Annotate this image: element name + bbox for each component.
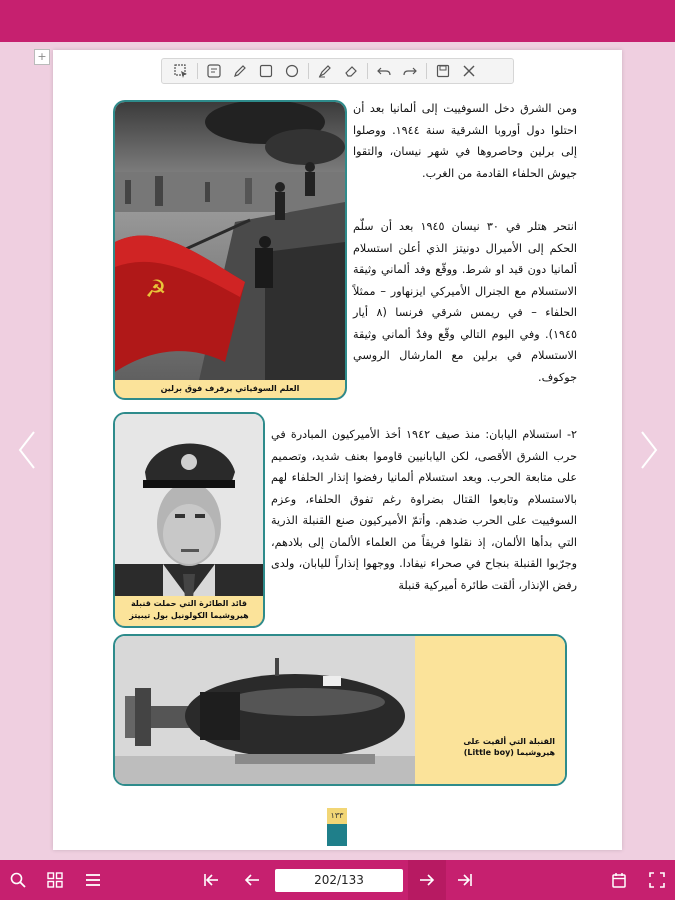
pilot-caption: قائد الطائرة التي حملت قنبلة هيروشيما الكولونيل بول تيبيتز: [115, 596, 263, 626]
berlin-flag-image: [115, 102, 345, 398]
undo-icon: [376, 63, 392, 79]
rectangle-tool-button[interactable]: [253, 59, 279, 83]
rectangle-icon: [258, 63, 274, 79]
highlighter-tool-button[interactable]: [312, 59, 338, 83]
top-bar: [0, 0, 675, 42]
ellipse-tool-button[interactable]: [279, 59, 305, 83]
pilot-portrait-image: [115, 414, 263, 626]
first-page-icon: [202, 871, 220, 889]
little-boy-bomb-image: [115, 636, 565, 784]
page-number: ١٣٣: [327, 808, 347, 824]
svg-text:☭: ☭: [145, 275, 167, 303]
save-icon: [435, 63, 451, 79]
redo-button[interactable]: [397, 59, 423, 83]
chevron-left-icon: [16, 430, 38, 470]
page-indicator-field[interactable]: 202/133: [275, 869, 403, 892]
redo-icon: [402, 63, 418, 79]
note-tool-button[interactable]: [201, 59, 227, 83]
previous-page-button[interactable]: [240, 868, 264, 892]
last-page-button[interactable]: [453, 868, 477, 892]
zoom-icon: [9, 871, 27, 889]
pen-tool-button[interactable]: [227, 59, 253, 83]
next-page-button[interactable]: [415, 868, 439, 892]
fullscreen-button[interactable]: [645, 868, 669, 892]
page-number-tab: [327, 824, 347, 846]
toolbar-divider: [308, 63, 309, 79]
zoom-button[interactable]: [6, 868, 30, 892]
highlighter-icon: [317, 63, 333, 79]
next-page-icon: [418, 871, 436, 889]
eraser-icon: [343, 63, 359, 79]
thumbnails-icon: [46, 871, 64, 889]
previous-page-side-arrow[interactable]: [16, 430, 38, 470]
prev-page-icon: [243, 871, 261, 889]
toolbar-divider: [197, 63, 198, 79]
ellipse-icon: [284, 63, 300, 79]
bomb-caption: [415, 736, 555, 758]
save-button[interactable]: [430, 59, 456, 83]
flag-photo: [113, 100, 347, 400]
select-icon: [173, 63, 189, 79]
toolbar-divider: [367, 63, 368, 79]
paragraph-hitler: انتحر هتلر في ٣٠ نيسان ١٩٤٥ بعد أن سلّم الحكم إلى الأميرال دونيتز الذي أعلن استسلام ألمانيا دون قيد او شرط. ووقّع وفد ألماني وثيقة الاستسلام مع الجنرال الأميركي ايزنهاور – ممثلاً الحلفاء – في ريمس شرقي فرنسا (٨ أيار ١٩٤٥). وفي اليوم التالي وقّع وفدٌ ألماني وثيقة الاستسلام في برلين مع المارشال الروسي جوكوف.: [353, 220, 578, 384]
next-page-side-arrow[interactable]: [638, 430, 660, 470]
menu-icon: [84, 871, 102, 889]
toolbar-divider: [426, 63, 427, 79]
close-toolbar-button[interactable]: [456, 59, 482, 83]
calendar-icon: [610, 871, 628, 889]
chevron-right-icon: [638, 430, 660, 470]
paragraph-soviets: ومن الشرق دخل السوفييت إلى ألمانيا بعد أن احتلوا دول أوروبا الشرقية سنة ١٩٤٤. ووصلوا إلى برلين وحاصروها في شهر نيسان، والتقوا جيوش الحلفاء القادمة من الغرب.: [353, 102, 577, 180]
page-number-marker: [327, 808, 347, 848]
book-page: [53, 50, 622, 850]
flag-caption: العلم السوفياتي يرفرف فوق برلين: [115, 380, 345, 398]
add-annotation-icon[interactable]: +: [34, 49, 50, 65]
fullscreen-icon: [648, 871, 666, 889]
thumbnails-button[interactable]: [43, 868, 67, 892]
bomb-caption-line1: القنبلة التي ألقيت على: [463, 737, 555, 746]
paragraph-japan: ٢- استسلام اليابان: منذ صيف ١٩٤٢ أخذ الأميركيون المبادرة في حرب الشرق الأقصى، لكن اليابانيين قاوموا بعنف شديد، وتصميم على متابعة الحرب. وبعد استسلام ألمانيا رفضوا إنذار الحلفاء لهم بالاستسلام وتابعوا القتال بضراوة رغم تفوق الحلفاء، وعزم السوفييت على الحرب ضدهم. وأتمّ الأميركيون صنع القنبلة الذرية التي بدأها الألمان، إذ نقلوا فريقاً من العلماء الألمان إلى بلادهم، وجرّبوا القنبلة بنجاح في صحراء نيفادا. ووجهوا إنذاراً لليابان، ولدى رفض الإنذار، ألقت طائرة أميركية قنبلة: [271, 428, 577, 592]
eraser-tool-button[interactable]: [338, 59, 364, 83]
calendar-button[interactable]: [607, 868, 631, 892]
last-page-icon: [456, 871, 474, 889]
first-page-button[interactable]: [199, 868, 223, 892]
annotation-toolbar: [161, 58, 514, 84]
select-tool-button[interactable]: [168, 59, 194, 83]
pilot-photo: [113, 412, 265, 628]
menu-button[interactable]: [81, 868, 105, 892]
bomb-caption-line2: هيروشيما (Little boy): [463, 748, 555, 757]
close-icon: [461, 63, 477, 79]
note-icon: [206, 63, 222, 79]
pen-icon: [232, 63, 248, 79]
undo-button[interactable]: [371, 59, 397, 83]
bomb-photo: [113, 634, 567, 786]
